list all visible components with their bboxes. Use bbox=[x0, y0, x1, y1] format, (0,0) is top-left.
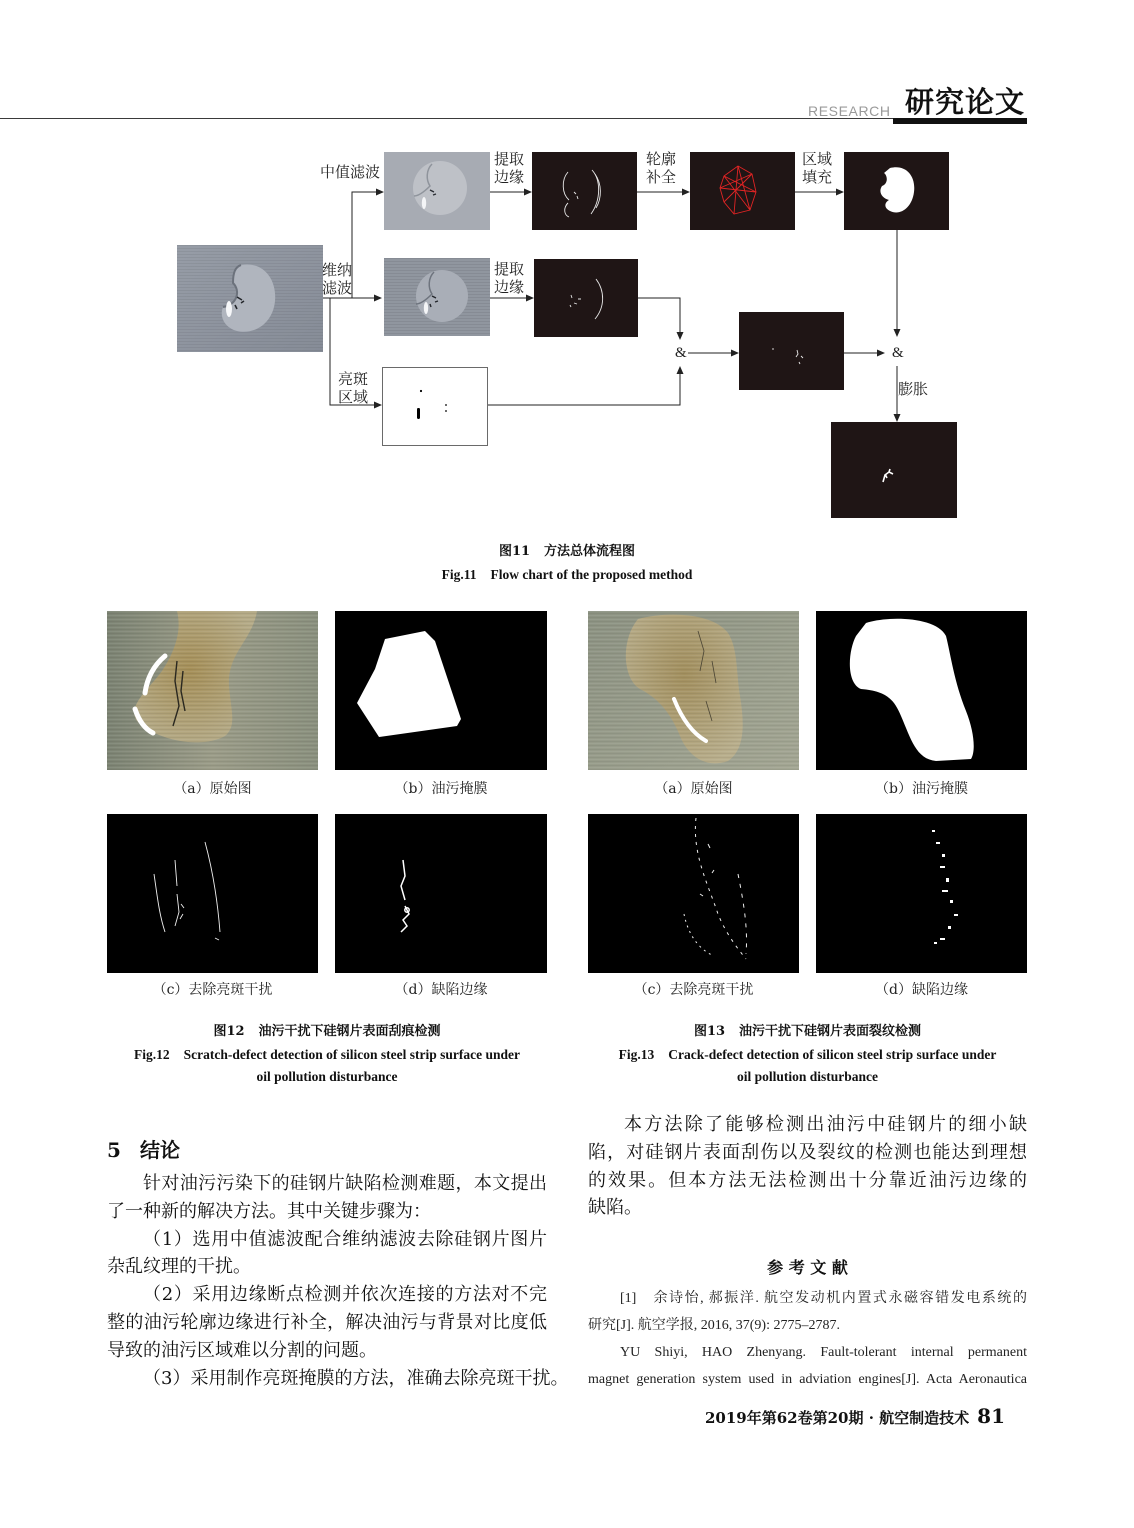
label-fill-line2: 填充 bbox=[802, 168, 833, 186]
label-wiener-filter bbox=[322, 261, 352, 297]
label-contour-completion bbox=[646, 150, 676, 186]
figure12-caption-cn bbox=[107, 1023, 547, 1041]
section-heading bbox=[107, 1136, 180, 1164]
reference-line: YU Shiyi, HAO Zhenyang. Fault-tolerant internal permanent bbox=[620, 1345, 1027, 1360]
figure13-oil-mask-image bbox=[816, 611, 1027, 770]
flow-contour-completion-image bbox=[690, 152, 795, 230]
figure11-caption-en bbox=[0, 565, 1134, 585]
body-line: 的效果。但本方法无法检测出十分靠近油污边缘的 bbox=[588, 1169, 1027, 1191]
body-line: （1）选用中值滤波配合维纳滤波去除硅钢片图片 bbox=[143, 1228, 547, 1250]
figure12-bright-removed-image bbox=[107, 814, 318, 973]
figure13-subcaption-d: （d）缺陷边缘 bbox=[875, 982, 968, 998]
body-line: 了一种新的解决方法。其中关键步骤为： bbox=[107, 1200, 431, 1222]
figure13-subcaption-c: （c）去除亮斑干扰 bbox=[633, 982, 754, 998]
body-line: 本方法除了能够检测出油污中硅钢片的细小缺 bbox=[624, 1114, 1027, 1135]
figure12-oil-mask-image bbox=[335, 611, 547, 770]
body-line: （2）采用边缘断点检测并依次连接的方法对不完 bbox=[143, 1284, 547, 1306]
label-fill-line1: 区域 bbox=[802, 150, 833, 168]
journal-issue: 2019年第62卷第20期 · 航空制造技术 bbox=[704, 1409, 970, 1427]
figure12-subcaption-c: （c）去除亮斑干扰 bbox=[152, 982, 273, 998]
label-bright-region bbox=[338, 370, 368, 406]
label-contour-line1: 轮廓 bbox=[646, 150, 677, 168]
figure11-title-en: Flow chart of the proposed method bbox=[490, 567, 693, 582]
section-title: 结论 bbox=[140, 1138, 180, 1162]
figure13-title-en-line2: oil pollution disturbance bbox=[736, 1069, 879, 1084]
figure12-number-en: Fig.12 bbox=[134, 1047, 170, 1062]
arrow-edge-to-and bbox=[638, 298, 680, 334]
label-and-left: & bbox=[675, 345, 687, 361]
figure12-title-cn: 油污干扰下硅钢片表面刮痕检测 bbox=[258, 1024, 441, 1039]
page-footer bbox=[588, 1404, 1005, 1428]
flow-edge-extract-wiener-image bbox=[534, 259, 638, 337]
reference-line: [1] 余诗怡, 郝振洋. 航空发动机内置式永磁容错发电系统的 bbox=[620, 1291, 1027, 1306]
label-contour-line2: 补全 bbox=[646, 168, 677, 186]
body-line: 导致的油污区域难以分割的问题。 bbox=[107, 1339, 377, 1361]
page-number: 81 bbox=[977, 1404, 1005, 1428]
figure13-original-image bbox=[588, 611, 799, 770]
label-dilate: 膨胀 bbox=[898, 380, 929, 398]
body-line: （3）采用制作亮斑掩膜的方法，准确去除亮斑干扰。 bbox=[143, 1367, 569, 1389]
figure11-number-en: Fig.11 bbox=[441, 567, 477, 582]
figure13-subcaption-a: （a）原始图 bbox=[654, 781, 733, 797]
figure11-number-cn: 图11 bbox=[498, 544, 531, 559]
research-label: RESEARCH bbox=[808, 103, 891, 119]
flow-median-filtered-image bbox=[384, 152, 490, 230]
figure11-caption-cn bbox=[0, 543, 1134, 561]
label-bright-line1: 亮斑 bbox=[338, 370, 369, 388]
figure12-title-en-line1: Scratch-defect detection of silicon steel strip surface under bbox=[183, 1047, 520, 1062]
figure12-subcaption-b: （b）油污掩膜 bbox=[394, 781, 488, 797]
label-extract-edge-top bbox=[494, 150, 524, 186]
conclusion-body bbox=[107, 1170, 569, 1392]
label-extract-edge-mid-line1: 提取 bbox=[494, 260, 525, 278]
figure12-caption-en-line1 bbox=[107, 1045, 547, 1065]
figure11-title-cn: 方法总体流程图 bbox=[544, 544, 636, 559]
figure12-original-image bbox=[107, 611, 318, 770]
body-line: 整的油污轮廓边缘进行补全，解决油污与背景对比度低 bbox=[107, 1311, 547, 1333]
figure13-title-en-line1: Crack-defect detection of silicon steel strip surface under bbox=[668, 1047, 997, 1062]
arrow-original-to-median bbox=[352, 192, 378, 298]
flow-original-image bbox=[177, 245, 323, 352]
discussion-body bbox=[588, 1111, 1027, 1222]
figure13-bright-removed-image bbox=[588, 814, 799, 973]
flow-bright-spot-image bbox=[382, 367, 488, 446]
flow-wiener-filtered-image bbox=[384, 258, 490, 336]
body-line: 陷，对硅钢片表面刮伤以及裂纹的检测也能达到理想 bbox=[588, 1141, 1027, 1163]
body-line: 缺陷。 bbox=[588, 1197, 642, 1219]
label-wiener-line1: 维纳 bbox=[322, 261, 353, 279]
references-heading: 参 考 文 献 bbox=[767, 1258, 848, 1277]
figure13-number-cn: 图13 bbox=[693, 1024, 726, 1039]
figure13-title-cn: 油污干扰下硅钢片表面裂纹检测 bbox=[739, 1024, 922, 1039]
label-and-right: & bbox=[892, 345, 904, 361]
label-extract-edge-top-line1: 提取 bbox=[494, 150, 525, 168]
section-number: 5 bbox=[107, 1138, 121, 1162]
reference-line: magnet generation system used in adviation engines[J]. Acta Aeronautica bbox=[588, 1372, 1027, 1387]
arrow-bright-to-and bbox=[488, 372, 680, 405]
flow-edge-extract-median-image bbox=[532, 152, 637, 230]
label-extract-edge-top-line2: 边缘 bbox=[494, 168, 525, 186]
figure13-caption-cn bbox=[588, 1023, 1027, 1041]
label-extract-edge-mid bbox=[494, 260, 524, 296]
flow-and-result-image bbox=[739, 312, 844, 390]
figure13-caption-en-line1 bbox=[588, 1045, 1027, 1065]
figure12-number-cn: 图12 bbox=[213, 1024, 245, 1039]
figure12-subcaption-a: （a）原始图 bbox=[173, 781, 252, 797]
figure12-title-en-line2: oil pollution disturbance bbox=[256, 1069, 398, 1084]
figure12-subcaption-d: （d）缺陷边缘 bbox=[394, 982, 488, 998]
body-line: 杂乱纹理的干扰。 bbox=[107, 1256, 251, 1278]
flow-region-fill-image bbox=[844, 152, 949, 230]
figure13-defect-edge-image bbox=[816, 814, 1027, 973]
figure13-subcaption-b: （b）油污掩膜 bbox=[875, 781, 968, 797]
section-category-title: 研究论文 bbox=[905, 85, 1026, 119]
label-median-filter: 中值滤波 bbox=[320, 163, 381, 181]
references-list bbox=[588, 1285, 1027, 1393]
reference-line: 研究[J]. 航空学报, 2016, 37(9): 2775–2787. bbox=[588, 1318, 840, 1333]
figure13-number-en: Fig.13 bbox=[618, 1047, 655, 1062]
label-wiener-line2: 滤波 bbox=[322, 279, 353, 297]
label-region-fill bbox=[802, 150, 832, 186]
label-extract-edge-mid-line2: 边缘 bbox=[494, 278, 525, 296]
figure12-defect-edge-image bbox=[335, 814, 547, 973]
label-bright-line2: 区域 bbox=[338, 388, 369, 406]
body-line: 针对油污污染下的硅钢片缺陷检测难题，本文提出 bbox=[143, 1173, 547, 1194]
flow-dilated-result-image bbox=[831, 422, 957, 518]
